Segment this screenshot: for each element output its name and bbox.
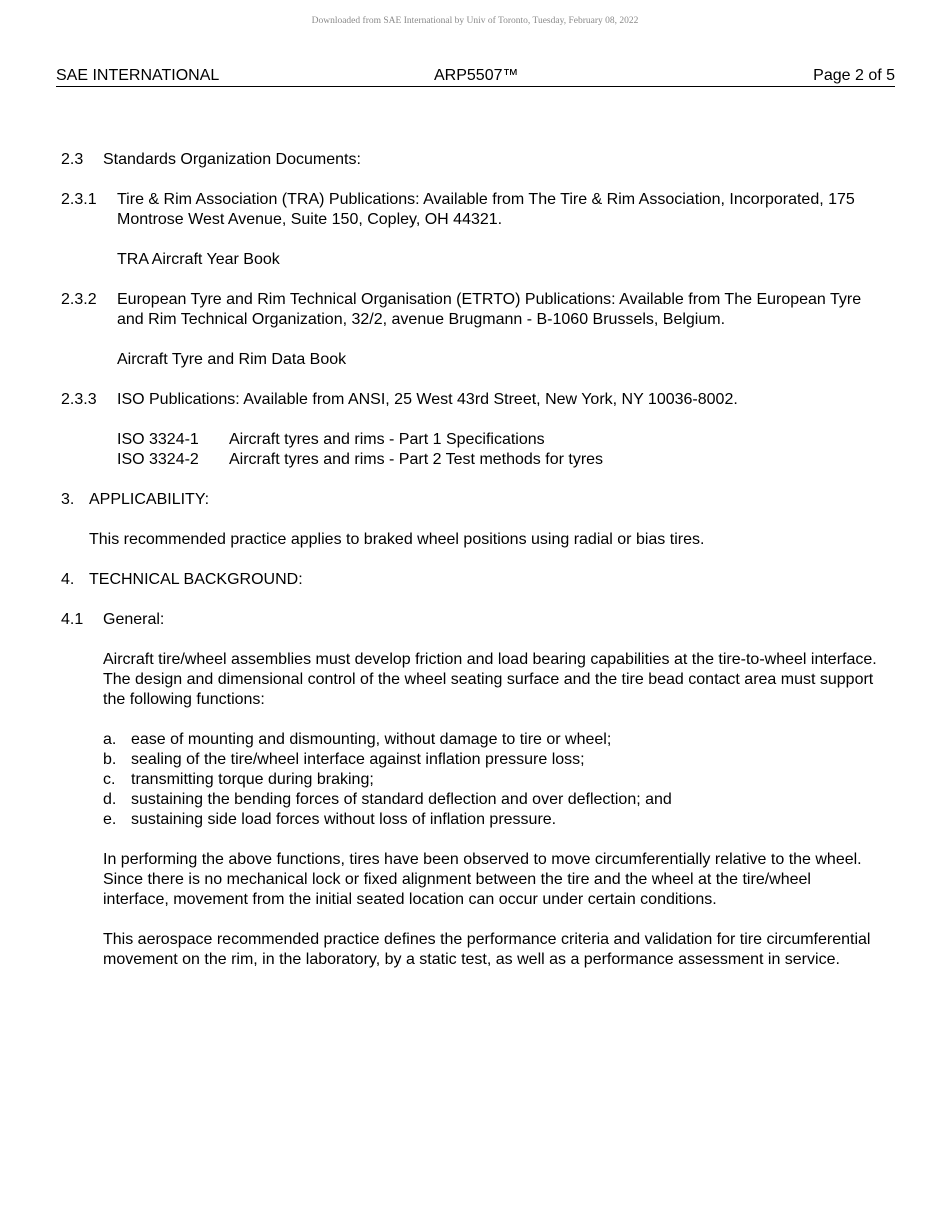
section-number: 2.3 <box>61 151 84 168</box>
iso-document-code: ISO 3324-2 <box>117 451 199 468</box>
section-title: TECHNICAL BACKGROUND: <box>89 571 303 588</box>
section-2-3-3 <box>61 390 881 410</box>
list-item <box>61 810 881 830</box>
header-organization: SAE INTERNATIONAL <box>56 67 220 84</box>
tra-document-title: TRA Aircraft Year Book <box>117 251 280 268</box>
download-watermark: Downloaded from SAE International by Univ of Toronto, Tuesday, February 08, 2022 <box>311 16 639 26</box>
etrto-document-title: Aircraft Tyre and Rim Data Book <box>117 351 347 368</box>
section-number: 4.1 <box>61 611 84 628</box>
general-intro-paragraph: Aircraft tire/wheel assemblies must develop friction and load bearing capabilities at the tire-to-wheel interface. The design and dimensional control of the wheel seating surface and the tire bead contact area must support the following functions: <box>103 651 877 708</box>
iso-document-title: Aircraft tyres and rims - Part 2 Test methods for tyres <box>229 451 604 468</box>
list-text: ease of mounting and dismounting, without damage to tire or wheel; <box>131 731 612 748</box>
applicability-text: This recommended practice applies to braked wheel positions using radial or bias tires. <box>89 531 705 548</box>
list-letter: c. <box>103 771 116 788</box>
section-text: ISO Publications: Available from ANSI, 25 West 43rd Street, New York, NY 10036-8002. <box>117 391 738 408</box>
section-4-1-heading <box>61 610 881 630</box>
list-letter: d. <box>103 791 117 808</box>
section-title: APPLICABILITY: <box>89 491 210 508</box>
section-number: 2.3.1 <box>61 191 97 208</box>
section-number: 2.3.3 <box>61 391 97 408</box>
functions-list <box>61 730 881 830</box>
iso-document-code: ISO 3324-1 <box>117 431 199 448</box>
iso-document-row <box>61 450 881 470</box>
list-text: sealing of the tire/wheel interface against inflation pressure loss; <box>131 751 585 768</box>
list-letter: a. <box>103 731 117 748</box>
page-body <box>61 150 881 970</box>
list-item <box>61 770 881 790</box>
list-letter: b. <box>103 751 117 768</box>
list-text: sustaining the bending forces of standard deflection and over deflection; and <box>131 791 672 808</box>
header-page-number: Page 2 of 5 <box>813 67 895 84</box>
list-text: transmitting torque during braking; <box>131 771 374 788</box>
section-text: Tire & Rim Association (TRA) Publications: Available from The Tire & Rim Association, Incorporated, 175 Montrose West Avenue, Suite 150, Copley, OH 44321. <box>117 191 855 228</box>
iso-document-title: Aircraft tyres and rims - Part 1 Specifications <box>229 431 545 448</box>
section-2-3-heading <box>61 150 881 170</box>
movement-paragraph: In performing the above functions, tires have been observed to move circumferentially relative to the wheel. Since there is no mechanical lock or fixed alignment between the tire and the wheel at the tire/wheel interface, movement from the initial seated location can occur under certain conditions. <box>103 851 862 908</box>
section-number: 2.3.2 <box>61 291 97 308</box>
section-number: 3. <box>61 491 75 508</box>
section-2-3-1 <box>61 190 881 230</box>
list-item <box>61 750 881 770</box>
page-header <box>56 66 895 87</box>
list-text: sustaining side load forces without loss of inflation pressure. <box>131 811 557 828</box>
header-document-id: ARP5507™ <box>434 67 519 84</box>
section-3-heading <box>61 490 881 510</box>
section-text: European Tyre and Rim Technical Organisation (ETRTO) Publications: Available from The European Tyre and Rim Technical Organization, 32/2, avenue Brugmann - B-1060 Brussels, Belgium. <box>117 291 862 328</box>
section-number: 4. <box>61 571 75 588</box>
list-item <box>61 790 881 810</box>
section-4-heading <box>61 570 881 590</box>
list-item <box>61 730 881 750</box>
section-2-3-2 <box>61 290 881 330</box>
list-letter: e. <box>103 811 117 828</box>
scope-paragraph: This aerospace recommended practice defines the performance criteria and validation for tire circumferential movement on the rim, in the laboratory, by a static test, as well as a performance assessment in service. <box>103 931 871 968</box>
section-title: Standards Organization Documents: <box>103 151 361 168</box>
iso-document-row <box>61 430 881 450</box>
section-title: General: <box>103 611 165 628</box>
